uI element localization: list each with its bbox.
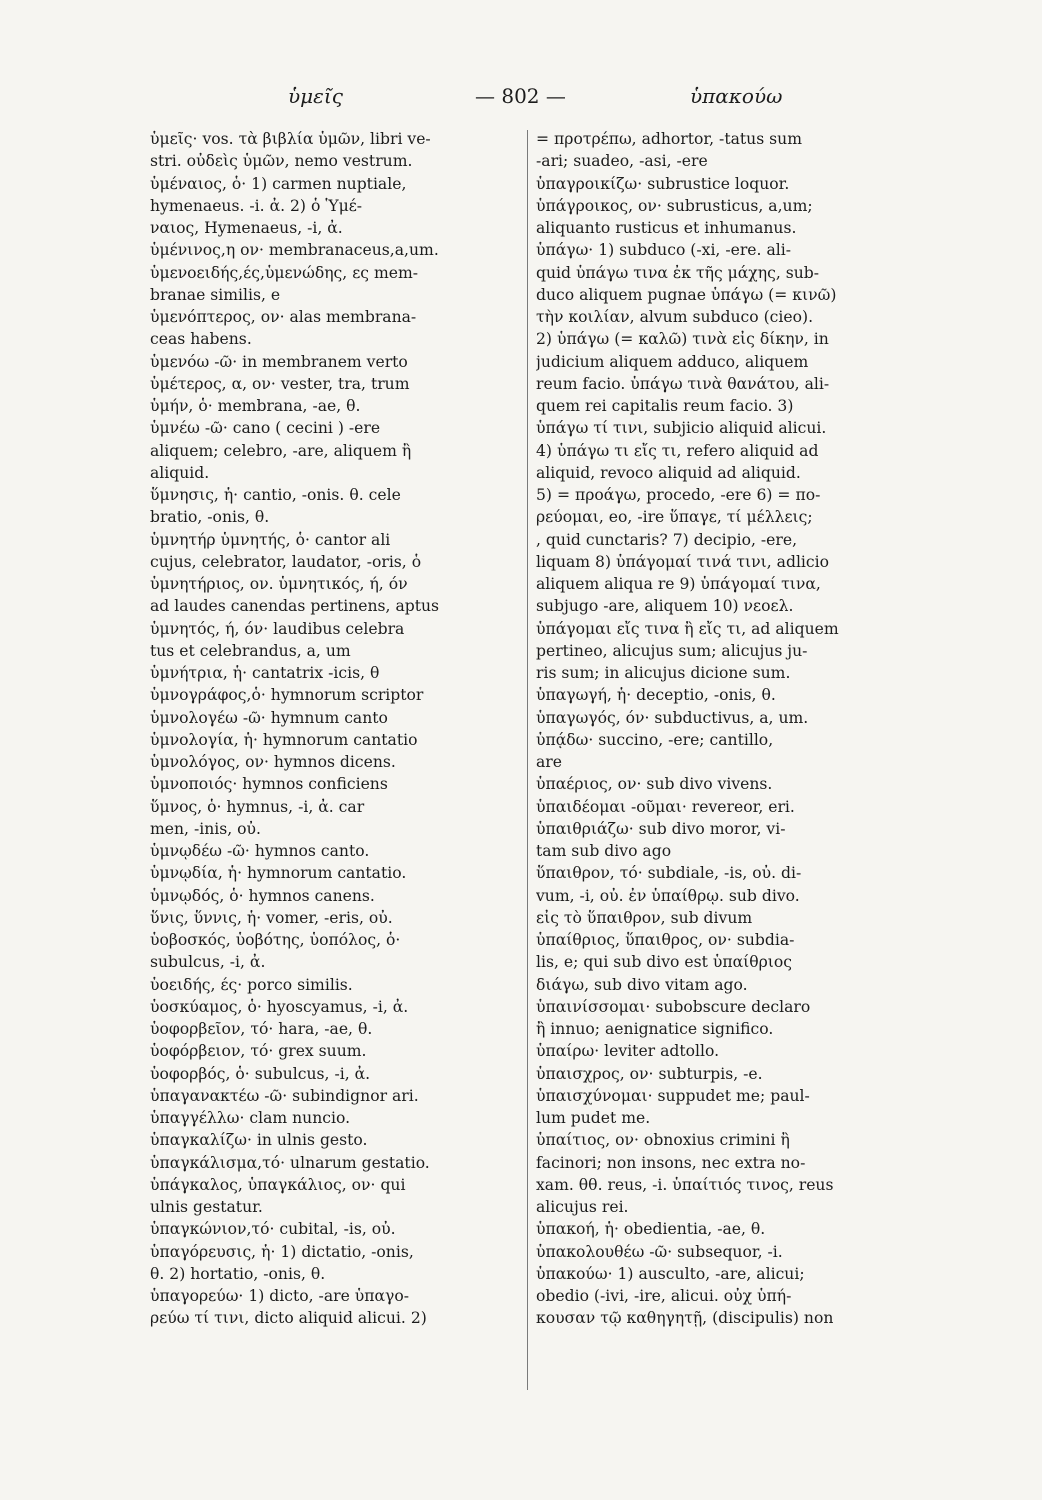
text-line: ὑμέτερος, α, ον· vester, tra, trum: [150, 374, 410, 393]
text-line: τὴν κοιλίαν, alvum subduco (cieo).: [536, 308, 814, 326]
text-line: ὑπαγορεύω· 1) dicto, -are ὑπαγο-: [150, 1287, 409, 1305]
text-line: quem rei capitalis reum facio. 3): [536, 397, 794, 415]
text-line: vum, -i, οὐ. ἐν ὑπαίθρῳ. sub divo.: [536, 886, 800, 905]
text-line: ὑμένινος,η ον· membranaceus,a,um.: [150, 241, 439, 260]
text-line: ὑμενόπτερος, ον· alas membrana-: [150, 308, 417, 326]
text-line: liquam 8) ὑπάγομαί τινά τινι, adlicio: [536, 552, 830, 571]
text-line: 4) ὑπάγω τι εἴς τι, refero aliquid ad: [536, 441, 819, 460]
header-left-guide-word: ὑμεῖς: [288, 84, 343, 108]
text-line: ὑμνῳδέω -ῶ· hymnos canto.: [150, 842, 370, 860]
text-line: ὑμνολογέω -ῶ· hymnum canto: [150, 708, 388, 727]
text-line: ὑοφορβεῖον, τό· hara, -ae, θ.: [150, 1020, 373, 1038]
text-line: ὑπαγκώνιον,τό· cubital, -is, οὐ.: [150, 1220, 396, 1239]
column-divider: [527, 130, 528, 1390]
text-line: ὕμνος, ὁ· hymnus, -i, ἀ. car: [150, 797, 365, 816]
text-line: obedio (-ivi, -ire, alicui. οὐχ ὑπή-: [536, 1287, 792, 1305]
text-line: aliquanto rusticus et inhumanus.: [536, 219, 797, 237]
text-line: ὕμνησις, ἡ· cantio, -onis. θ. cele: [150, 486, 401, 504]
text-line: ὑοσκύαμος, ὁ· hyoscyamus, -i, ἀ.: [150, 997, 409, 1016]
text-line: ὑπαιδέομαι -οῦμαι· revereor, eri.: [536, 797, 795, 816]
text-line: ulnis gestatur.: [150, 1198, 263, 1216]
text-line: subjugo -are, aliquem 10) νεοελ.: [536, 597, 794, 616]
text-line: alicujus rei.: [536, 1198, 629, 1216]
text-line: , quid cunctaris? 7) decipio, -ere,: [536, 530, 798, 549]
text-line: ρεύω τί τινι, dicto aliquid alicui. 2): [150, 1309, 427, 1328]
text-line: ὑπάγω τί τινι, subjicio aliquid alicui.: [536, 419, 827, 438]
text-line: facinori; non insons, nec extra no-: [536, 1153, 806, 1172]
text-line: lis, e; qui sub divo est ὑπαίθριος: [536, 953, 793, 972]
text-line: ρεύομαι, eo, -ire ὕπαγε, τί μέλλεις;: [536, 508, 813, 527]
text-line: 5) = προάγω, procedo, -ere 6) = πο-: [536, 486, 821, 504]
left-column: [150, 128, 522, 1330]
text-line: aliquem aliqua re 9) ὑπάγομαί τινα,: [536, 575, 821, 593]
text-line: ὑοφορβός, ὁ· subulcus, -i, ἀ.: [150, 1064, 371, 1083]
text-line: ὑπαινίσσομαι· subobscure declaro: [536, 997, 811, 1016]
text-line: hymenaeus. -i. ἀ. 2) ὁ Ὑμέ-: [150, 196, 363, 215]
right-column: [536, 128, 908, 1330]
text-line: tus et celebrandus, a, um: [150, 641, 351, 660]
text-line: aliquid.: [150, 463, 210, 482]
text-line: ἢ innuo; aenignatice significo.: [536, 1020, 774, 1038]
text-line: men, -inis, οὐ.: [150, 819, 261, 838]
text-line: κουσαν τῷ καθηγητῇ, (discipulis) non: [536, 1309, 834, 1328]
text-line: ὑπαγροικίζω· subrustice loquor.: [536, 174, 790, 193]
text-line: cujus, celebrator, laudator, -oris, ὁ: [150, 552, 422, 571]
text-line: ὑμνοποιός· hymnos conficiens: [150, 775, 388, 794]
text-line: διάγω, sub divo vitam ago.: [536, 975, 748, 994]
text-line: ὑπακοή, ἡ· obedientia, -ae, θ.: [536, 1220, 766, 1239]
text-line: quid ὑπάγω τινα ἐκ τῆς μάχης, sub-: [536, 263, 820, 282]
text-line: ὑμνήτρια, ἡ· cantatrix -icis, θ: [150, 664, 380, 682]
text-line: xam. θθ. reus, -i. ὑπαίτιός τινος, reus: [536, 1175, 834, 1194]
header-right-guide-word: ὑπακούω: [690, 84, 783, 108]
text-line: ὑπάγομαι εἴς τινα ἢ εἴς τι, ad aliquem: [536, 619, 839, 638]
text-line: ὑπαγγέλλω· clam nuncio.: [150, 1109, 351, 1127]
text-line: ὑπαγωγή, ἡ· deceptio, -onis, θ.: [536, 686, 776, 705]
text-line: tam sub divo ago: [536, 842, 672, 860]
text-line: ὑμέναιος, ὁ· 1) carmen nuptiale,: [150, 174, 407, 193]
text-line: ὑπαίτιος, ον· obnoxius crimini ἢ: [536, 1131, 790, 1150]
text-line: ὑοφόρβειον, τό· grex suum.: [150, 1042, 367, 1061]
text-line: εἰς τὸ ὕπαιθρον, sub divum: [536, 908, 753, 927]
text-line: ὑμνολογία, ἡ· hymnorum cantatio: [150, 730, 418, 749]
page-header: [150, 84, 970, 114]
text-line: ὑμενόω -ῶ· in membranem verto: [150, 352, 408, 371]
text-line: ὑμήν, ὁ· membrana, -ae, θ.: [150, 397, 361, 415]
text-line: ὑπακούω· 1) ausculto, -are, alicui;: [536, 1264, 805, 1283]
text-line: ὕπαιθρον, τό· subdiale, -is, οὐ. di-: [536, 864, 802, 883]
text-line: ὑπακολουθέω -ῶ· subsequor, -i.: [536, 1242, 783, 1261]
text-line: lum pudet me.: [536, 1109, 651, 1127]
page-number: — 802 —: [475, 84, 566, 108]
text-line: ὑπαίρω· leviter adtollo.: [536, 1042, 720, 1061]
text-line: ad laudes canendas pertinens, aptus: [150, 597, 440, 616]
text-line: ὑπαισχρος, ον· subturpis, -e.: [536, 1064, 763, 1083]
text-line: reum facio. ὑπάγω τινὰ θανάτου, ali-: [536, 374, 830, 393]
text-line: ὑπαγόρευσις, ἡ· 1) dictatio, -onis,: [150, 1242, 414, 1261]
text-line: pertineo, alicujus sum; alicujus ju-: [536, 641, 808, 660]
text-line: ὑμνογράφος,ὁ· hymnorum scriptor: [150, 686, 424, 705]
text-line: ὑμνητήρ ὑμνητής, ὁ· cantor ali: [150, 530, 391, 549]
text-line: ceas habens.: [150, 330, 252, 349]
text-line: ὑπαέριος, ον· sub divo vivens.: [536, 775, 773, 794]
text-line: ὑπαγανακτέω -ῶ· subindignor ari.: [150, 1086, 419, 1105]
text-line: ὑοειδής, ές· porco similis.: [150, 975, 353, 994]
text-line: 2) ὑπάγω (= καλῶ) τινὰ εἰς δίκην, in: [536, 330, 829, 349]
text-line: ὑμεῖς· vos. τὰ βιβλία ὑμῶν, libri ve-: [150, 130, 431, 148]
text-line: aliquem; celebro, -are, aliquem ἢ: [150, 441, 412, 460]
text-line: stri. οὐδεὶς ὑμῶν, nemo vestrum.: [150, 152, 413, 171]
text-line: ὑπαγωγός, όν· subductivus, a, um.: [536, 708, 809, 727]
text-line: ὑπάγροικος, ον· subrusticus, a,um;: [536, 196, 813, 215]
text-line: bratio, -onis, θ.: [150, 508, 270, 527]
text-line: = προτρέπω, adhortor, -tatus sum: [536, 130, 802, 148]
text-line: -ari; suadeo, -asi, -ere: [536, 152, 708, 171]
text-line: ὑπᾴδω· succino, -ere; cantillo,: [536, 730, 774, 749]
text-line: ὑμνέω -ῶ· cano ( cecini ) -ere: [150, 419, 381, 438]
text-line: duco aliquem pugnae ὑπάγω (= κινῶ): [536, 285, 837, 304]
text-line: ὑπαγκάλισμα,τό· ulnarum gestatio.: [150, 1153, 430, 1172]
text-line: ris sum; in alicujus dicione sum.: [536, 664, 791, 682]
text-line: ὑμνῳδός, ὁ· hymnos canens.: [150, 886, 375, 905]
text-line: ὑπάγκαλος, ὑπαγκάλιος, ον· qui: [150, 1175, 406, 1194]
text-line: ὕνις, ὕννις, ἡ· vomer, -eris, οὐ.: [150, 908, 393, 927]
text-line: θ. 2) hortatio, -onis, θ.: [150, 1264, 326, 1283]
text-line: ὑπαίθριος, ὕπαιθρος, ον· subdia-: [536, 931, 795, 949]
text-line: ναιος, Hymenaeus, -i, ἀ.: [150, 219, 343, 237]
text-line: aliquid, revoco aliquid ad aliquid.: [536, 463, 801, 482]
text-line: ὑπαιθριάζω· sub divo moror, vi-: [536, 819, 786, 838]
text-line: ὑοβοσκός, ὑοβότης, ὑοπόλος, ὁ·: [150, 931, 401, 949]
text-line: ὑμνῳδία, ἡ· hymnorum cantatio.: [150, 864, 407, 883]
text-line: ὑπαισχύνομαι· suppudet me; paul-: [536, 1086, 810, 1105]
text-line: ὑμνητήριος, ον. ὑμνητικός, ή, όν: [150, 575, 408, 593]
text-line: branae similis, e: [150, 285, 281, 304]
text-line: ὑπαγκαλίζω· in ulnis gesto.: [150, 1131, 368, 1150]
text-line: subulcus, -i, ἀ.: [150, 953, 266, 972]
text-line: judicium aliquem adduco, aliquem: [536, 352, 809, 371]
text-line: ὑμνητός, ή, όν· laudibus celebra: [150, 619, 405, 638]
text-line: ὑπάγω· 1) subduco (-xi, -ere. ali-: [536, 241, 791, 260]
text-line: ὑμνολόγος, ον· hymnos dicens.: [150, 753, 396, 771]
text-line: ὑμενοειδής,ές,ὑμενώδης, ες mem-: [150, 263, 419, 282]
text-line: are: [536, 753, 562, 771]
